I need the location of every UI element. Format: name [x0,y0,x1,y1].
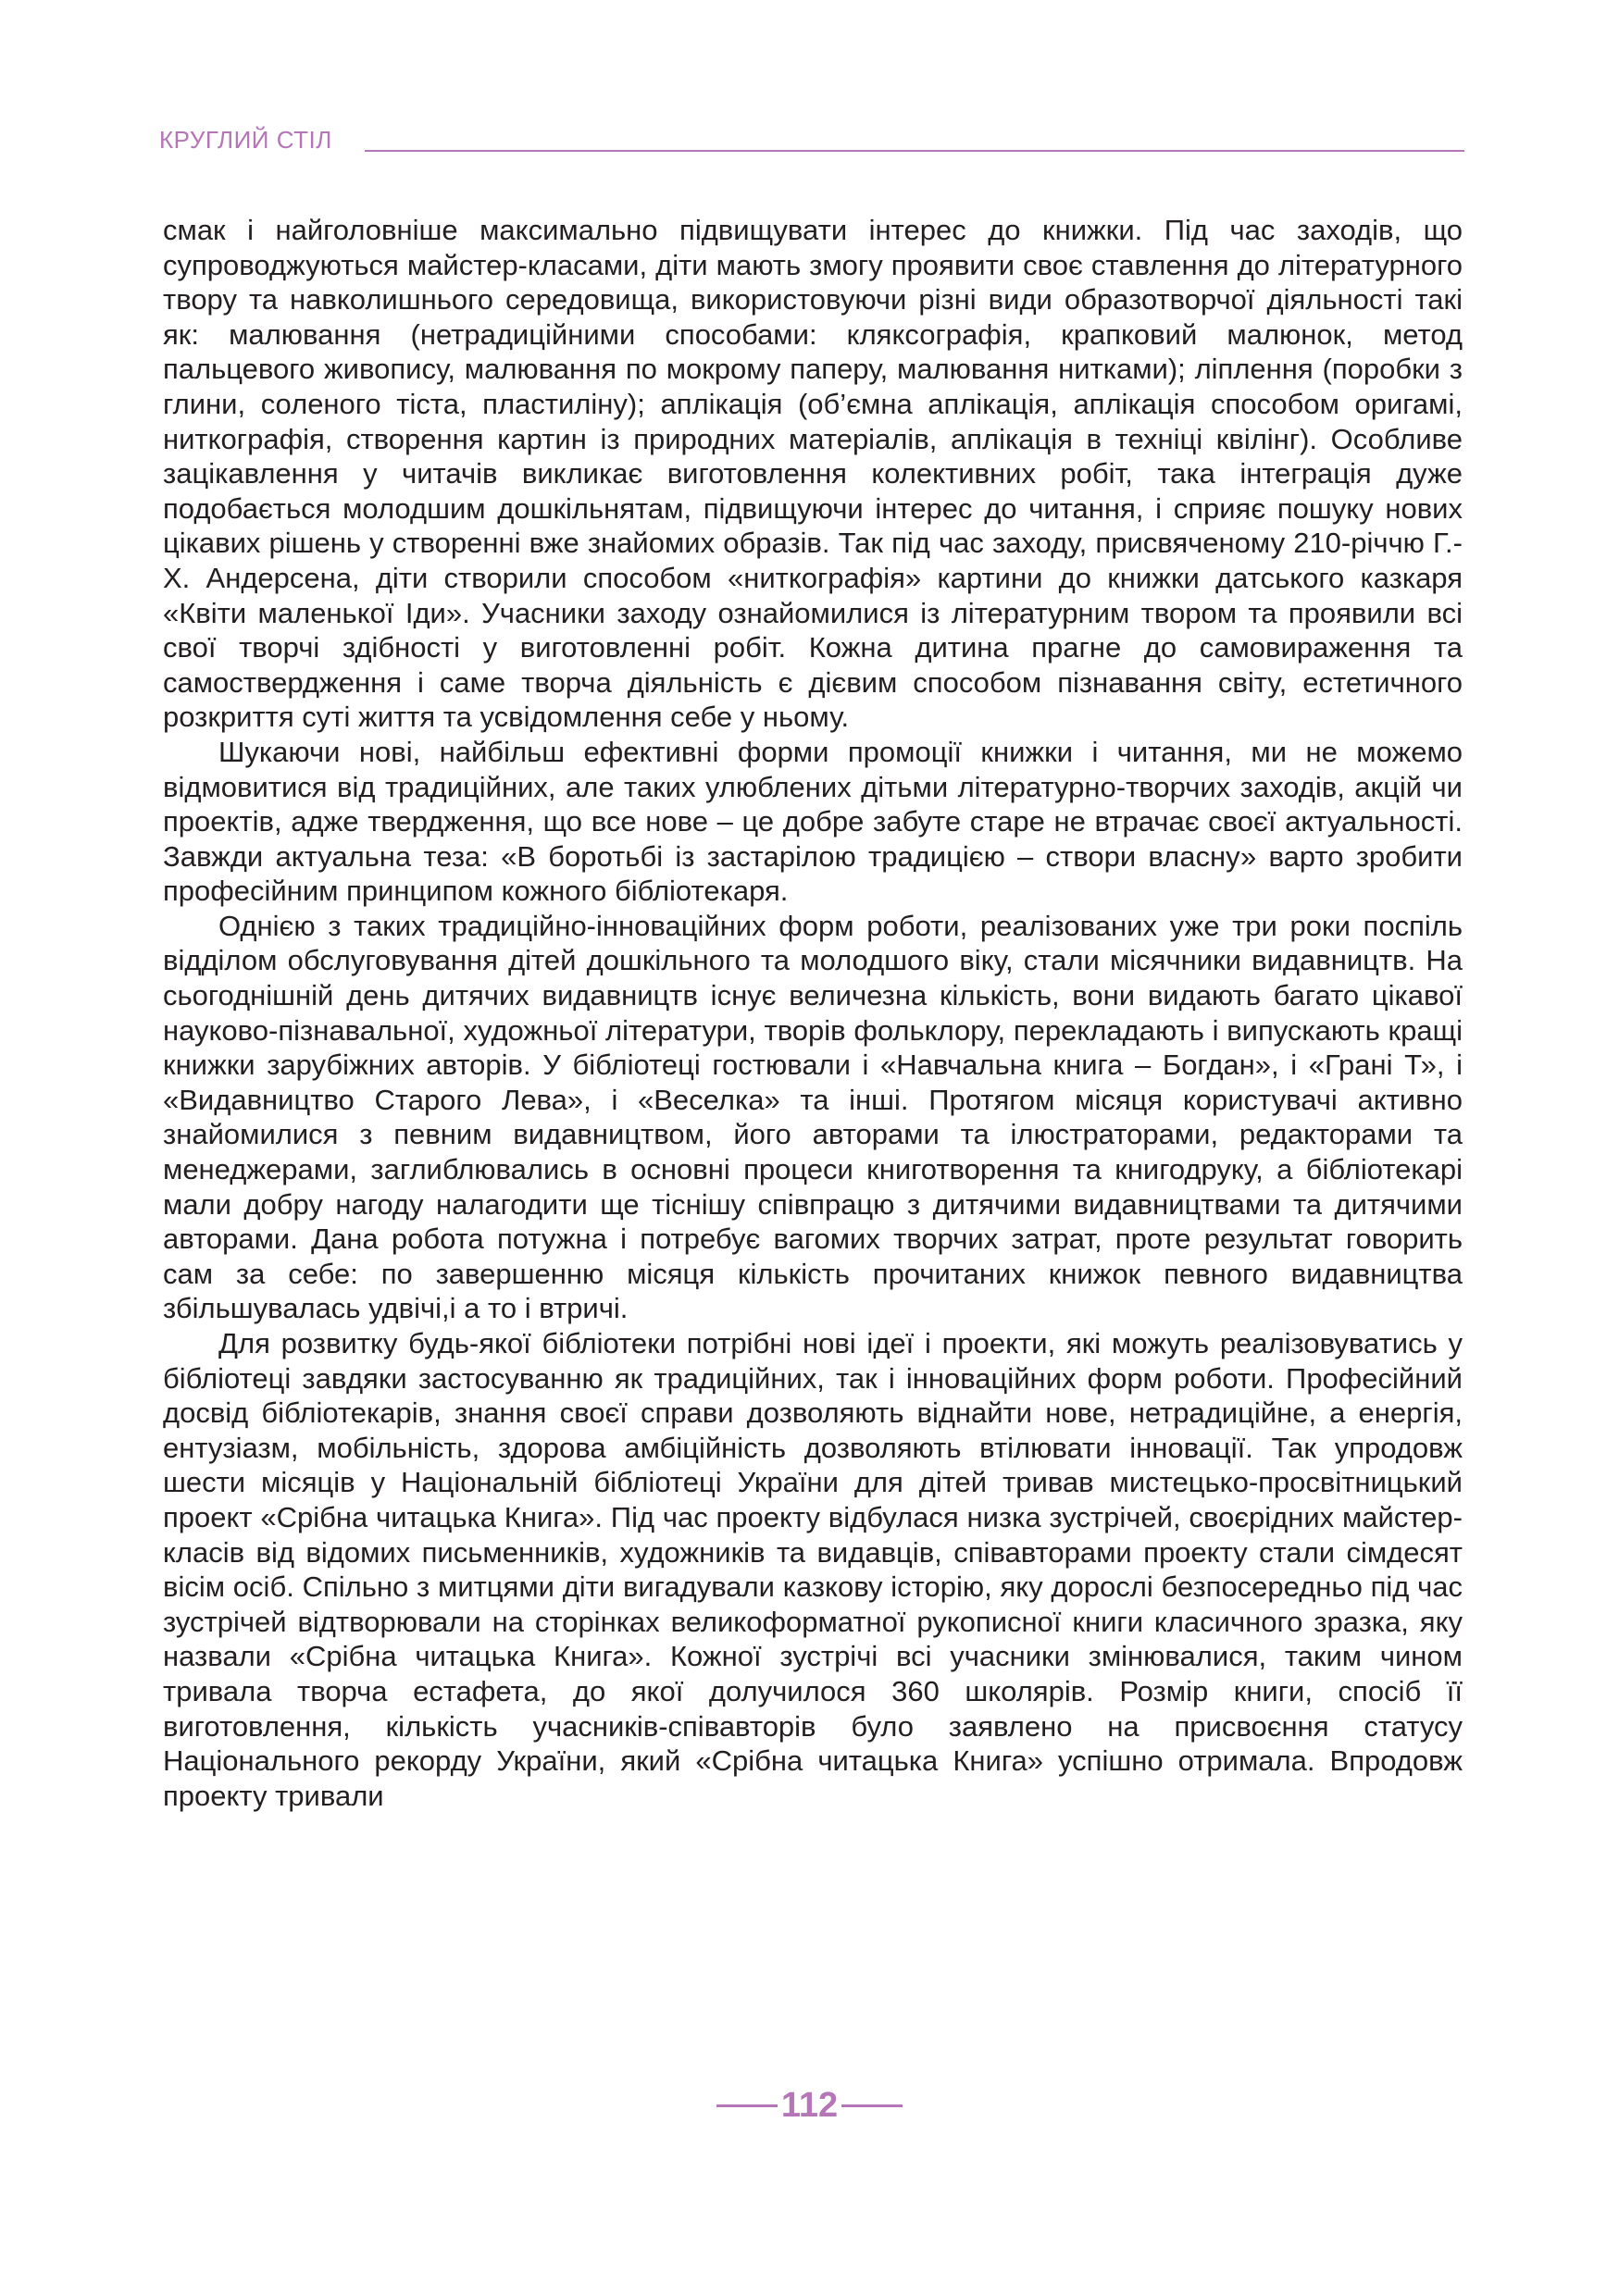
running-header [159,126,1464,154]
page-number: 112 [780,2086,839,2125]
folio-rule-right [841,2104,903,2107]
body-text [163,213,1463,1813]
folio-rule-left [716,2104,778,2107]
paragraph-silver-book-project: Для розвитку будь-якої бібліотеки потрібні нові ідеї і проекти, які можуть реалізовуватись у бібліотеці завдяки застосуванню як традиційних, так і інноваційних форм роботи. Професійний досвід бібліотекарів, знання своєї справи дозволяють віднайти нове, нетрадиційне, а енергія, ентузіазм, мобільність, здорова амбіційність дозволяють втілювати інновації. Так упродовж шести місяців у Національній бібліотеці України для дітей тривав мистецько-просвітницький проект «Срібна читацька Книга». Під час проекту відбулася низка зустрічей, своєрідних майстер-класів від відомих письменників, художників та видавців, співавторами проекту стали сімдесят вісім осіб. Спільно з митцями діти вигадували казкову історію, яку дорослі безпосередньо під час зустрічей відтворювали на сторінках великоформатної рукописної книги класичного зразка, яку назвали «Срібна читацька Книга». Кожної зустрічі всі учасники змінювалися, таким чином тривала творча естафета, до якої долучилося 360 школярів. Розмір книги, спосіб її виготовлення, кількість учасників-співавторів було заявлено на присвоєння статусу Національного рекорду України, який «Срібна читацька Книга» успішно отримала. Впродовж проекту тривали [163,1327,1463,1812]
paragraph-publisher-months: Однією з таких традиційно-інноваційних форм роботи, реалізованих уже три роки поспіль відділом обслуговування дітей дошкільного та молодшого віку, стали місячники видавництв. На сьогоднішній день дитячих видавництв існує величезна кількість, вони видають багато цікавої науково-пізнавальної, художньої літератури, творів фольклору, перекладають і випускають кращі книжки зарубіжних авторів. У бібліотеці гостювали і «Навчальна книга – Богдан», і «Грані Т», і «Видавництво Старого Лева», і «Веселка» та інші. Протягом місяця користувачі активно знайомилися з певним видавництвом, його авторами та ілюстраторами, редакторами та менеджерами, заглиблювались в основні процеси книготворення та книгодруку, а бібліотекарі мали добру нагоду налагодити ще тіснішу співпрацю з дитячими видавництвами та дитячими авторами. Дана робота потужна і потребує вагомих творчих затрат, проте результат говорить сам за себе: по завершенню місяця кількість прочитаних книжок певного видавництва збільшувалась удвічі,і а то і втричі. [163,909,1463,1325]
paragraph-promotion-forms: Шукаючи нові, найбільш ефективні форми промоції книжки і читання, ми не можемо відмовитися від традиційних, але таких улюблених дітьми літературно-творчих заходів, акцій чи проектів, адже твердження, що все нове – це добре забуте старе не втрачає своєї актуальності. Завжди актуальна теза: «В боротьбі із застарілою традицією – створи власну» варто зробити професійним принципом кожного бібліотекаря. [163,735,1463,908]
paragraph-continuation: смак і найголовніше максимально підвищувати інтерес до книжки. Під час заходів, що супроводжуються майстер-класами, діти мають змогу проявити своє ставлення до літературного твору та навколишнього середовища, використовуючи різні види образотворчої діяльності такі як: малювання (нетрадиційними способами: кляксографія, крапковий малюнок, метод пальцевого живопису, малювання по мокрому паперу, малювання нитками); ліплення (поробки з глини, соленого тіста, пластиліну); аплікація (об’ємна аплікація, аплікація способом оригамі, ниткографія, створення картин із природних матеріалів, аплікація в техніці квілінг). Особливе зацікавлення у читачів викликає виготовлення колективних робіт, така інтеграція дуже подобається молодшим дошкільнятам, підвищуючи інтерес до читання, і сприяє пошуку нових цікавих рішень у створенні вже знайомих образів. Так під час заходу, присвяченому 210-річчю Г.-Х. Андерсена, діти створили способом «ниткографія» картини до книжки датського казкаря «Квіти маленької Іди». Учасники заходу ознайомилися із літературним твором та проявили всі свої творчі здібності у виготовленні робіт. Кожна дитина прагне до самовираження та самоствердження і саме творча діяльність є дієвим способом пізнавання світу, естетичного розкриття суті життя та усвідомлення себе у ньому. [163,214,1463,734]
section-title: КРУГЛИЙ СТІЛ [159,126,332,154]
header-rule [365,150,1464,152]
page-footer [0,2082,1619,2128]
